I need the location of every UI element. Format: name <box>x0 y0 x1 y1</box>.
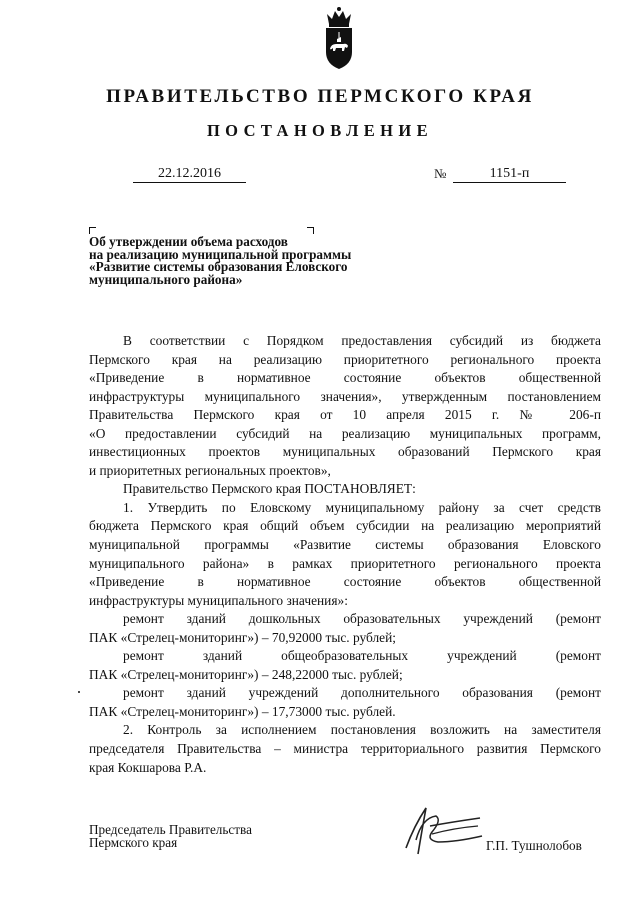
document-number: 1151-п <box>453 166 566 183</box>
document-subject <box>89 236 419 286</box>
subject-line: «Развитие системы образования Еловского <box>89 259 348 275</box>
body-line: Пермского края на реализацию приоритетного регионального проекта <box>89 351 601 367</box>
body-line: края Кокшарова Р.А. <box>89 759 207 775</box>
body-line: и приоритетных региональных проектов», <box>89 462 331 478</box>
body-line: «Приведение в нормативное состояние объектов общественной <box>89 574 601 590</box>
body-line: председателя Правительства – министра территориального развития Пермского <box>89 741 601 757</box>
body-line: «О предоставлении субсидий на реализацию муниципальных программ, <box>89 425 601 441</box>
body-line: бюджета Пермского края общий объем субсидии на реализацию мероприятий <box>89 518 601 534</box>
signatory-name: Г.П. Тушнолобов <box>486 838 582 853</box>
body-line: 2. Контроль за исполнением постановления возложить на заместителя <box>123 722 601 738</box>
subject-corner-left <box>89 227 96 234</box>
document-body <box>89 332 601 777</box>
subject-line: на реализацию муниципальной программы <box>89 246 352 262</box>
body-line: Правительство Пермского края ПОСТАНОВЛЯЕТ: <box>123 481 416 497</box>
perm-krai-emblem-icon <box>321 6 357 72</box>
body-line: «Приведение в нормативное состояние объектов общественной <box>89 370 601 386</box>
body-line: инфраструктуры муниципального значения», утвержденным постановлением <box>89 388 601 404</box>
body-line: ПАК «Стрелец-мониторинг») – 70,92000 тыс. рублей; <box>89 629 396 645</box>
body-line: В соответствии с Порядком предоставления субсидий из бюджета <box>123 333 601 348</box>
handwritten-signature-icon <box>392 796 488 860</box>
signatory-position <box>89 823 252 850</box>
government-title: ПРАВИТЕЛЬСТВО ПЕРМСКОГО КРАЯ <box>106 86 534 107</box>
subject-line: Об утверждении объема расходов <box>89 234 288 249</box>
subject-line: муниципального района» <box>89 271 243 287</box>
body-line: муниципальной программы «Развитие системы образования Еловского <box>89 537 601 553</box>
body-line: Правительства Пермского края от 10 апреля 2015 г. № 206-п <box>89 407 601 423</box>
signatory-position-line: Пермского края <box>89 835 178 851</box>
body-line: 1. Утвердить по Еловскому муниципальному району за счет средств <box>123 499 601 515</box>
body-line: инвестиционных проектов муниципальных образований Пермского края <box>89 444 601 460</box>
body-line: инфраструктуры муниципального значения»: <box>89 592 348 608</box>
body-line: ремонт зданий общеобразовательных учреждений (ремонт <box>123 648 601 664</box>
document-type: ПОСТАНОВЛЕНИЕ <box>206 121 434 140</box>
body-line: ПАК «Стрелец-мониторинг») – 248,22000 тыс. рублей; <box>89 666 403 682</box>
document-date: 22.12.2016 <box>133 166 246 183</box>
scan-speck <box>78 691 80 693</box>
subject-corner-right <box>307 227 314 234</box>
signatory-position-line: Председатель Правительства <box>89 822 252 837</box>
body-line: ремонт зданий учреждений дополнительного образования (ремонт <box>123 685 601 701</box>
body-line: ремонт зданий дошкольных образовательных учреждений (ремонт <box>123 611 601 627</box>
body-line: ПАК «Стрелец-мониторинг») – 17,73000 тыс. рублей. <box>89 703 396 719</box>
body-line: муниципального района» в рамках приоритетного регионального проекта <box>89 555 601 571</box>
number-sign: № <box>434 166 447 181</box>
